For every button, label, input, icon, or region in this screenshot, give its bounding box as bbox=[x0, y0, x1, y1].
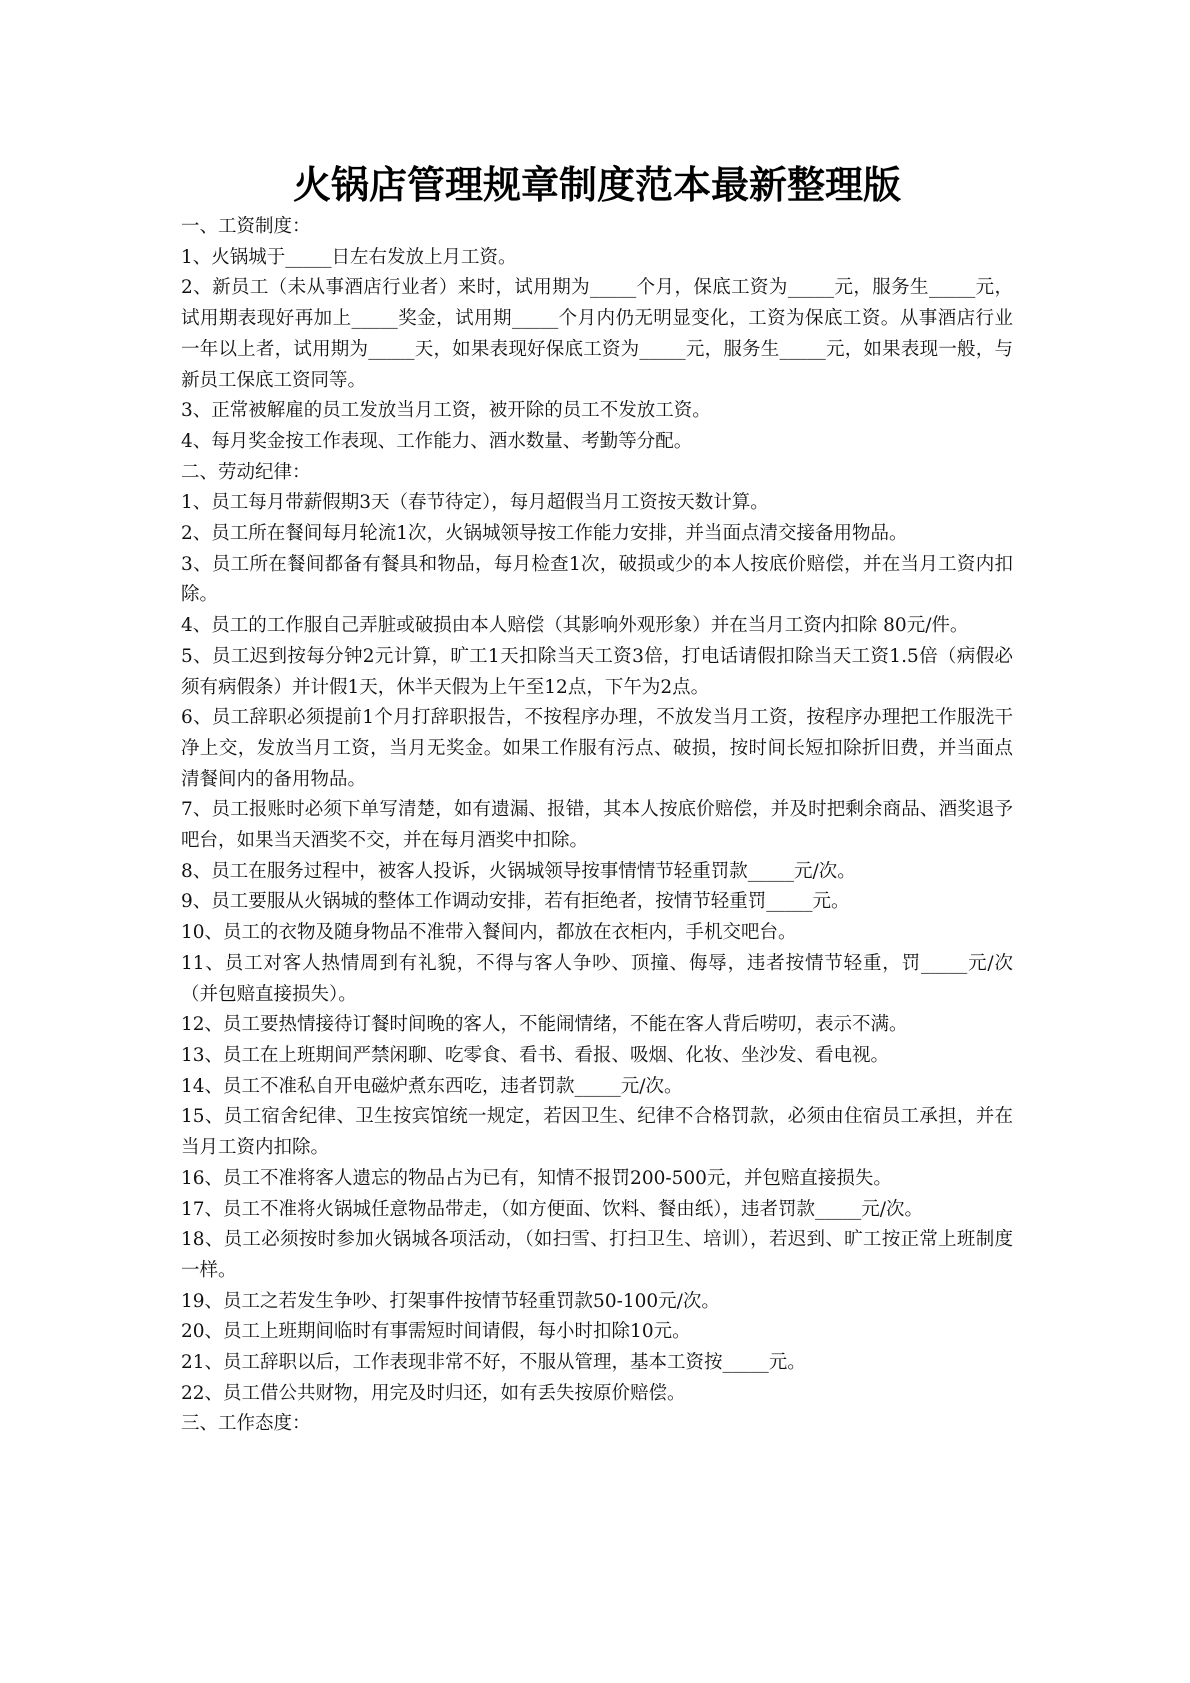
section-work-attitude bbox=[181, 1409, 1013, 1440]
list-item: 2、新员工（未从事酒店行业者）来时，试用期为_____个月，保底工资为_____元，服务生_____元，试用期表现好再加上_____奖金，试用期_____个月内仍无明显变化，工资为保底工资。从事酒店行业一年以上者，试用期为_____天，如果表现好保底工资为_____元，服务生_____元，如果表现一般，与新员工保底工资同等。 bbox=[181, 277, 1013, 391]
section-heading: 一、工资制度： bbox=[181, 216, 311, 237]
section-heading: 二、劳动纪律： bbox=[181, 461, 311, 483]
list-item: 3、正常被解雇的员工发放当月工资，被开除的员工不发放工资。 bbox=[181, 400, 711, 422]
list-item: 16、员工不准将客人遗忘的物品占为已有，知情不报罚200-500元，并包赔直接损失。 bbox=[181, 1167, 892, 1189]
list-item: 12、员工要热情接待订餐时间晚的客人，不能闹情绪，不能在客人背后唠叨，表示不满。 bbox=[181, 1014, 908, 1036]
list-item: 3、员工所在餐间都备有餐具和物品，每月检查1次，破损或少的本人按底价赔偿，并在当月工资内扣除。 bbox=[181, 553, 1013, 606]
list-item: 10、员工的衣物及随身物品不准带入餐间内，都放在衣柜内，手机交吧台。 bbox=[181, 922, 797, 944]
list-item: 1、员工每月带薪假期3天（春节待定），每月超假当月工资按天数计算。 bbox=[181, 492, 769, 514]
list-item: 6、员工辞职必须提前1个月打辞职报告，不按程序办理，不放发当月工资，按程序办理把工作服洗干净上交，发放当月工资，当月无奖金。如果工作服有污点、破损，按时间长短扣除折旧费，并当面点清餐间内的备用物品。 bbox=[181, 707, 1013, 790]
list-item: 11、员工对客人热情周到有礼貌，不得与客人争吵、顶撞、侮辱，违者按情节轻重，罚_____元/次（并包赔直接损失）。 bbox=[181, 952, 1013, 1005]
list-item: 15、员工宿舍纪律、卫生按宾馆统一规定，若因卫生、纪律不合格罚款，必须由住宿员工承担，并在当月工资内扣除。 bbox=[181, 1106, 1013, 1159]
section-wage-system bbox=[181, 212, 1013, 458]
list-item: 4、员工的工作服自己弄脏或破损由本人赔偿（其影响外观形象）并在当月工资内扣除 80元/件。 bbox=[181, 615, 969, 637]
list-item: 17、员工不准将火锅城任意物品带走，（如方便面、饮料、餐由纸），违者罚款_____元/次。 bbox=[181, 1198, 924, 1220]
list-item: 7、员工报账时必须下单写清楚，如有遗漏、报错，其本人按底价赔偿，并及时把剩余商品、酒奖退予吧台，如果当天酒奖不交，并在每月酒奖中扣除。 bbox=[181, 799, 1013, 852]
list-item: 5、员工迟到按每分钟2元计算，旷工1天扣除当天工资3倍，打电话请假扣除当天工资1.5倍（病假必须有病假条）并计假1天，休半天假为上午至12点，下午为2点。 bbox=[181, 645, 1013, 698]
list-item: 22、员工借公共财物，用完及时归还，如有丢失按原价赔偿。 bbox=[181, 1382, 686, 1404]
list-item: 2、员工所在餐间每月轮流1次，火锅城领导按工作能力安排，并当面点清交接备用物品。 bbox=[181, 523, 908, 545]
list-item: 13、员工在上班期间严禁闲聊、吃零食、看书、看报、吸烟、化妆、坐沙发、看电视。 bbox=[181, 1044, 890, 1066]
section-labor-discipline bbox=[181, 458, 1013, 1410]
list-item: 14、员工不准私自开电磁炉煮东西吃，违者罚款_____元/次。 bbox=[181, 1075, 683, 1097]
document-body bbox=[181, 212, 1013, 1440]
list-item: 9、员工要服从火锅城的整体工作调动安排，若有拒绝者，按情节轻重罚_____元。 bbox=[181, 891, 850, 913]
list-item: 4、每月奖金按工作表现、工作能力、酒水数量、考勤等分配。 bbox=[181, 430, 693, 452]
list-item: 1、火锅城于_____日左右发放上月工资。 bbox=[181, 246, 517, 268]
document-title: 火锅店管理规章制度范本最新整理版 bbox=[292, 163, 901, 207]
list-item: 8、员工在服务过程中，被客人投诉，火锅城领导按事情情节轻重罚款_____元/次。 bbox=[181, 860, 856, 882]
document-page bbox=[181, 160, 1013, 1440]
section-heading: 三、工作态度： bbox=[181, 1413, 311, 1435]
list-item: 21、员工辞职以后，工作表现非常不好，不服从管理，基本工资按_____元。 bbox=[181, 1352, 806, 1374]
list-item: 19、员工之若发生争吵、打架事件按情节轻重罚款50-100元/次。 bbox=[181, 1290, 720, 1312]
list-item: 18、员工必须按时参加火锅城各项活动，（如扫雪、打扫卫生、培训），若迟到、旷工按正常上班制度一样。 bbox=[181, 1229, 1013, 1281]
list-item: 20、员工上班期间临时有事需短时间请假，每小时扣除10元。 bbox=[181, 1321, 691, 1343]
